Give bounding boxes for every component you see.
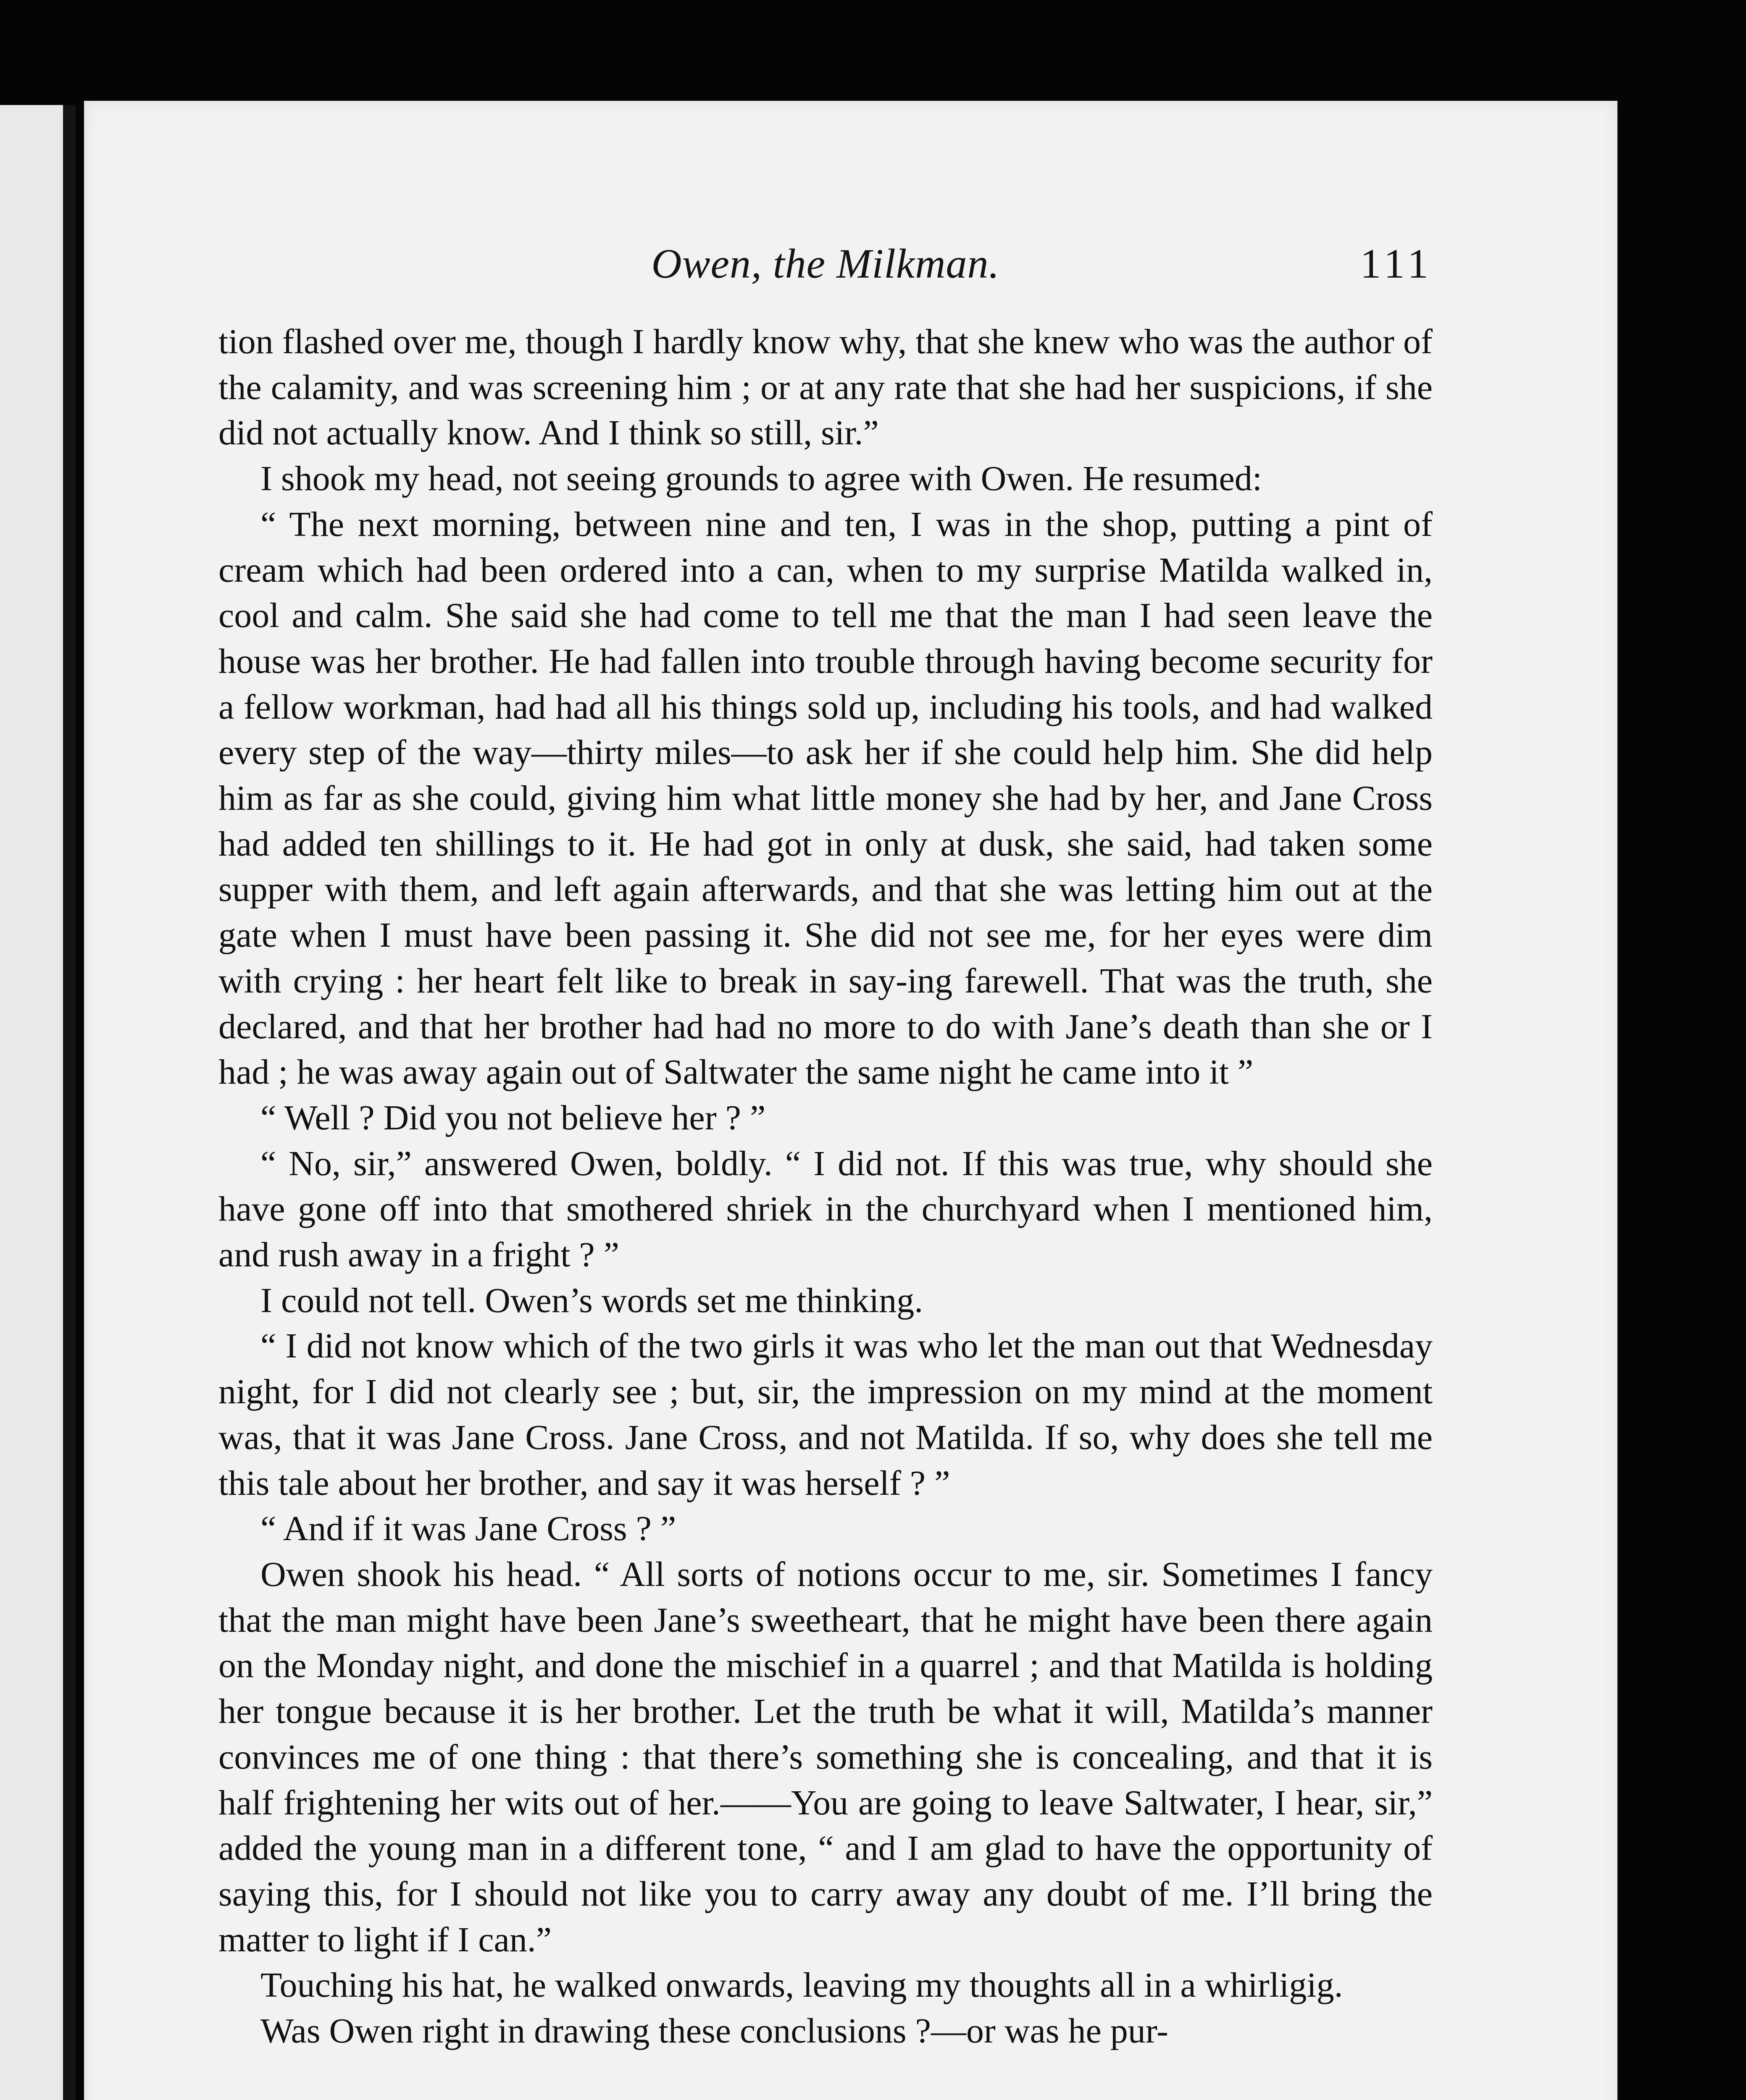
paragraph: “ I did not know which of the two girls it was who let the man out that Wednesday night, for I did not clearly see ; but, sir, the impression on my mind at the moment was, that it was Jane Cross. Jane Cross, and not Matilda. If so, why does she tell me this tale about her brother, and say it was herself ? ” xyxy=(218,1326,1433,1503)
book-page xyxy=(84,101,1617,2100)
body-text xyxy=(218,319,1433,2054)
paragraph: Was Owen right in drawing these conclusions ?—or was he pur- xyxy=(260,2011,1169,2051)
paragraph: Owen shook his head. “ All sorts of notions occur to me, sir. Sometimes I fancy that the man might have been Jane’s sweetheart, that he might have been there again on the Monday night, and done the mischief in a quarrel ; and that Matilda is holding her tongue because it is her brother. Let the truth be what it will, Matilda’s manner convinces me of one thing : that there’s something she is concealing, and that it is half frightening her wits out of her.——You are going to leave Saltwater, I hear, sir,” added the young man in a different tone, “ and I am glad to have the opportunity of saying this, for I should not like you to carry away any doubt of me. I’ll bring the matter to light if I can.” xyxy=(218,1554,1433,1959)
paragraph: I could not tell. Owen’s words set me thinking. xyxy=(260,1281,923,1320)
running-title: Owen, the Milkman. xyxy=(651,240,1000,287)
adjacent-page-edge xyxy=(0,105,76,2100)
page-content xyxy=(218,239,1433,2054)
paragraph: “ And if it was Jane Cross ? ” xyxy=(260,1509,676,1549)
paragraph: Touching his hat, he walked onwards, leaving my thoughts all in a whirligig. xyxy=(260,1966,1343,2005)
running-head xyxy=(218,239,1433,294)
page-number: 111 xyxy=(1360,240,1433,287)
paragraph: “ The next morning, between nine and ten, I was in the shop, putting a pint of cream which had been ordered into a can, when to my surprise Matilda walked in, cool and calm. She said she had come to tell me that the man I had seen leave the house was her brother. He had fallen into trouble through having become security for a fellow workman, had had all his things sold up, including his tools, and had walked every step of the way—thirty miles—to ask her if she could help him. She did help him as far as she could, giving him what little money she had by her, and Jane Cross had added ten shillings to it. He had got in only at dusk, she said, had taken some supper with them, and left again afterwards, and that she was letting him out at the gate when I must have been passing it. She did not see me, for her eyes were dim with crying : her heart felt like to break in say-ing farewell. That was the truth, she declared, and that her brother had had no more to do with Jane’s death than she or I had ; he was away again out of Saltwater the same night he came into it ” xyxy=(218,504,1433,1092)
paragraph: tion flashed over me, though I hardly know why, that she knew who was the author of the calamity, and was screening him ; or at any rate that she had her suspicions, if she did not actually know. And I think so still, sir.” xyxy=(218,322,1433,453)
paragraph: “ Well ? Did you not believe her ? ” xyxy=(260,1098,766,1137)
paragraph: “ No, sir,” answered Owen, boldly. “ I did not. If this was true, why should she have gone off into that smothered shriek in the churchyard when I mentioned him, and rush away in a fright ? ” xyxy=(218,1144,1433,1275)
paragraph: I shook my head, not seeing grounds to agree with Owen. He resumed: xyxy=(260,459,1262,499)
